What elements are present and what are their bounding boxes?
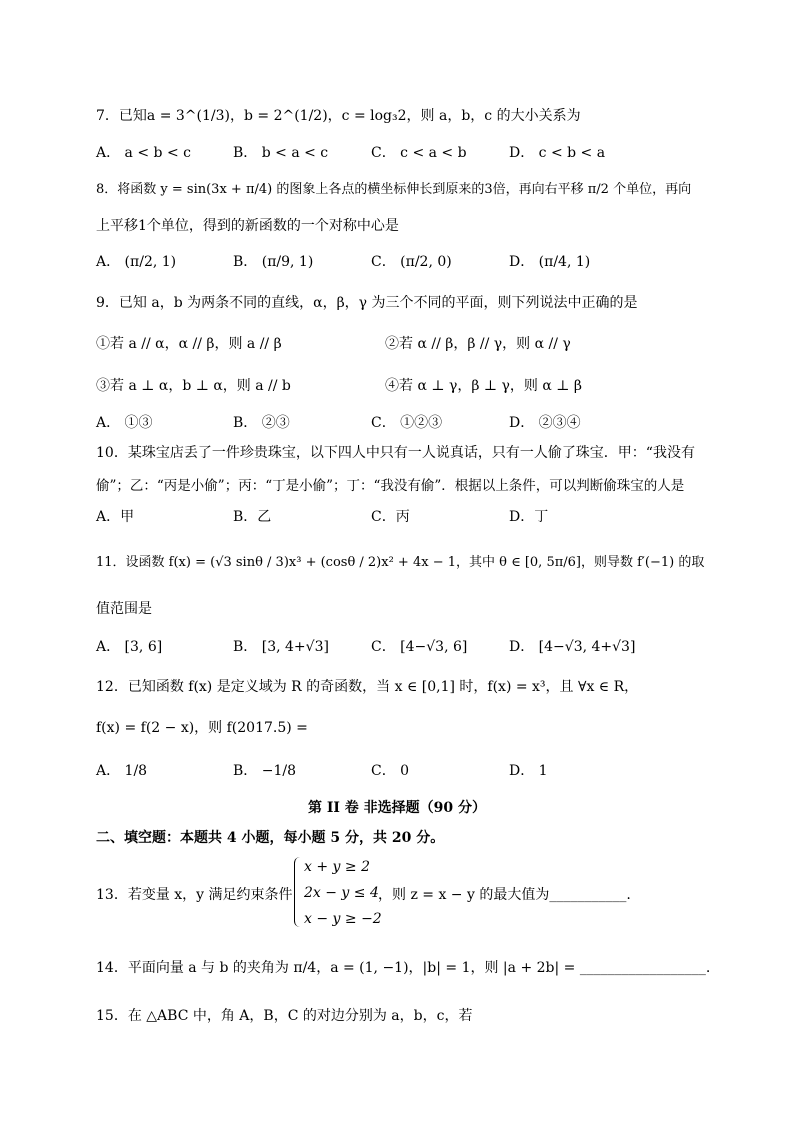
q8-option-b: B． (π/9, 1) [233, 254, 314, 270]
q13-constraint-brace [294, 857, 301, 927]
q8-line1: 8．将函数 y = sin(3x + π/4) 的图象上各点的横坐标伸长到原来的3倍，再向右平移 π/2 个单位，再向 [96, 182, 692, 197]
q11-option-c: C． [4−√3, 6] [371, 639, 468, 655]
q15-text: 15．在 △ABC 中，角 A，B，C 的对边分别为 a，b，c，若 [96, 1008, 473, 1024]
q10-option-d: D．丁 [509, 509, 549, 525]
q10-option-c: C．丙 [371, 509, 410, 525]
q12-option-d: D． 1 [509, 763, 548, 779]
q13-prefix: 13．若变量 x，y 满足约束条件 [96, 887, 293, 903]
q12-line2: f(x) = f(2 − x)，则 f(2017.5) = [96, 720, 308, 736]
q11-line2: 值范围是 [96, 601, 152, 617]
q7-text: 7．已知a = 3^(1/3)，b = 2^(1/2)，c = log₃2，则 a，b，c 的大小关系为 [96, 108, 581, 124]
q9-statement-3: ③若 a ⊥ α，b ⊥ α，则 a // b [96, 378, 291, 394]
q7-option-c: C． c < a < b [371, 145, 467, 161]
q11-line1: 11．设函数 f(x) = (√3 sinθ / 3)x³ + (cosθ / 2)x² + 4x − 1，其中 θ ∈ [0, 5π/6]，则导数 f′(−1) 的取 [96, 555, 705, 570]
q12-option-b: B． −1/8 [233, 763, 296, 779]
q10-option-b: B．乙 [233, 509, 272, 525]
q9-option-c: C． ①②③ [371, 415, 443, 431]
q9-option-d: D． ②③④ [509, 415, 581, 431]
q7-option-d: D． c < b < a [509, 145, 606, 161]
q8-option-d: D． (π/4, 1) [509, 254, 591, 270]
q10-line1: 10．某珠宝店丢了一件珍贵珠宝，以下四人中只有一人说真话，只有一人偷了珠宝．甲：“我没有 [96, 445, 695, 461]
q13-suffix: ，则 z = x − y 的最大值为___________. [378, 887, 631, 903]
q9-option-b: B． ②③ [233, 415, 290, 431]
part2-title: 第 II 卷 非选择题（90 分） [307, 800, 487, 816]
q8-option-c: C． (π/2, 0) [371, 254, 452, 270]
q10-option-a: A．甲 [96, 509, 135, 525]
q11-option-d: D． [4−√3, 4+√3] [509, 639, 636, 655]
q9-statement-4: ④若 α ⊥ γ，β ⊥ γ，则 α ⊥ β [385, 378, 582, 394]
q14-text: 14．平面向量 a 与 b 的夹角为 π/4，a = (1, −1)，|b| = 1，则 |a + 2b| = __________________. [96, 960, 711, 976]
q12-option-a: A． 1/8 [96, 763, 148, 779]
q12-option-c: C． 0 [371, 763, 410, 779]
q11-option-b: B． [3, 4+√3] [233, 639, 329, 655]
q8-line2: 上平移1个单位，得到的新函数的一个对称中心是 [96, 218, 399, 234]
q10-line2: 偷”；乙：“丙是小偷”；丙：“丁是小偷”；丁：“我没有偷”．根据以上条件，可以判断偷珠宝的人是 [96, 478, 685, 494]
q13-constraint-3: x − y ≥ −2 [304, 911, 382, 927]
section2-heading: 二、填空题：本题共 4 小题，每小题 5 分，共 20 分。 [96, 830, 445, 846]
q9-text: 9．已知 a，b 为两条不同的直线，α，β，γ 为三个不同的平面，则下列说法中正确的是 [96, 295, 638, 311]
q7-option-b: B． b < a < c [233, 145, 329, 161]
q13-constraint-2: 2x − y ≤ 4 [304, 885, 379, 901]
q9-statement-1: ①若 a // α，α // β，则 a // β [96, 336, 282, 352]
q9-statement-2: ②若 α // β，β // γ，则 α // γ [385, 336, 571, 352]
q9-option-a: A． ①③ [96, 415, 153, 431]
q13-constraint-1: x + y ≥ 2 [304, 859, 370, 875]
q12-line1: 12．已知函数 f(x) 是定义域为 R 的奇函数，当 x ∈ [0,1] 时，f(x) = x³，且 ∀x ∈ R， [96, 679, 639, 695]
q7-option-a: A． a < b < c [96, 145, 191, 161]
q11-option-a: A． [3, 6] [96, 639, 163, 655]
q8-option-a: A． (π/2, 1) [96, 254, 177, 270]
